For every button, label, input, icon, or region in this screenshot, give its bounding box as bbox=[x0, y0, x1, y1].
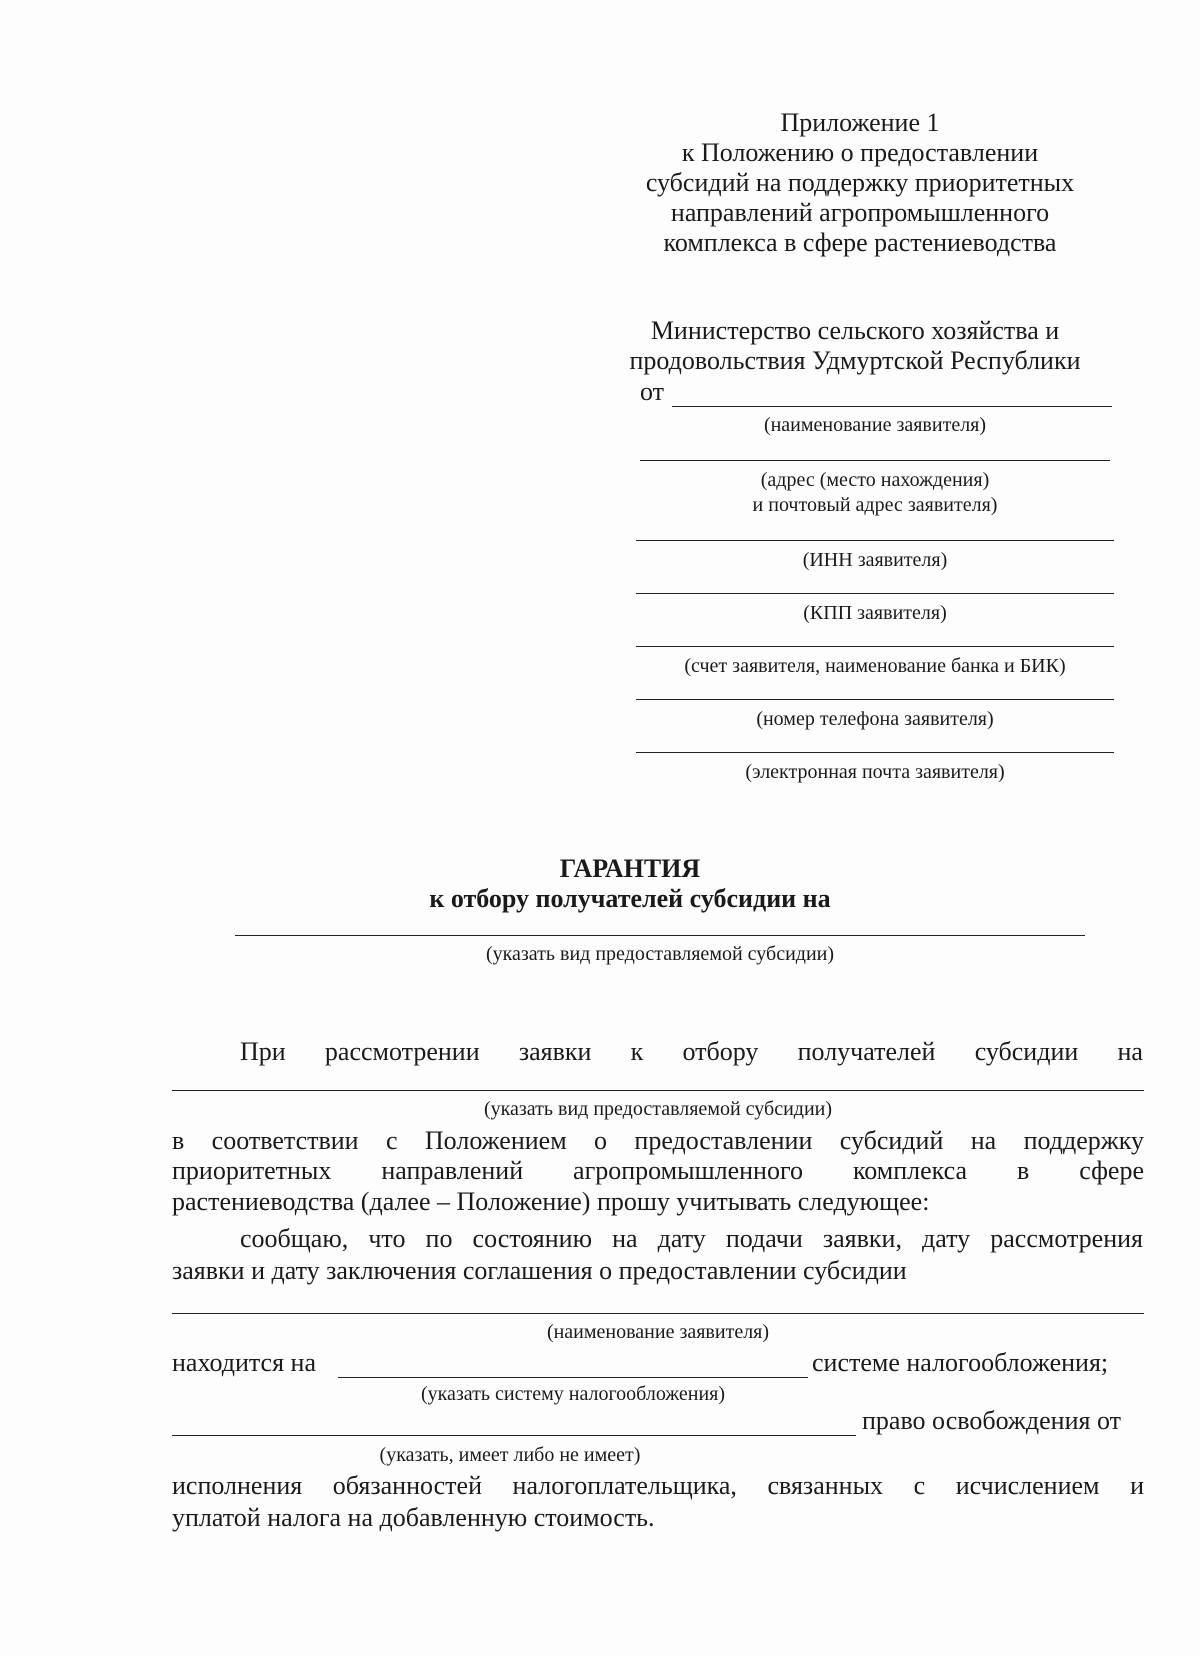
paragraph-line: растениеводства (далее – Положение) прошу учитывать следующее: bbox=[172, 1187, 930, 1216]
field-caption: (счет заявителя, наименование банка и БИК) bbox=[684, 655, 1066, 677]
kpp-line bbox=[636, 593, 1114, 594]
paragraph-intro bbox=[240, 1037, 1143, 1067]
field-caption: (указать систему налогообложения) bbox=[420, 1383, 726, 1405]
tax-system-line bbox=[338, 1377, 808, 1378]
paragraph-line: приоритетных направлений агропромышленного комплекса в сфере bbox=[172, 1156, 1144, 1185]
appendix-line: субсидий на поддержку приоритетных bbox=[645, 168, 1075, 197]
email-line bbox=[636, 752, 1114, 753]
located-on-text: находится на bbox=[172, 1348, 316, 1377]
addressee-line: продовольствия Удмуртской Республики bbox=[629, 346, 1081, 375]
word: субсидии bbox=[974, 1037, 1079, 1066]
appendix-line: к Положению о предоставлении bbox=[681, 138, 1039, 167]
phone-line bbox=[636, 699, 1114, 700]
word: на bbox=[1117, 1037, 1143, 1066]
field-caption: (ИНН заявителя) bbox=[802, 549, 948, 571]
paragraph-line: уплатой налога на добавленную стоимость. bbox=[172, 1503, 655, 1532]
exemption-line bbox=[172, 1435, 856, 1436]
paragraph-line: исполнения обязанностей налогоплательщика, связанных с исчислением и bbox=[172, 1471, 1144, 1500]
addressee-line: Министерство сельского хозяйства и bbox=[650, 316, 1060, 345]
word: рассмотрении bbox=[324, 1037, 480, 1066]
paragraph-line: заявки и дату заключения соглашения о предоставлении субсидии bbox=[172, 1256, 907, 1285]
document-subtitle: к отбору получателей субсидии на bbox=[429, 884, 831, 913]
address-line bbox=[640, 460, 1110, 461]
applicant-name-line bbox=[672, 406, 1112, 407]
field-caption: и почтовый адрес заявителя) bbox=[752, 494, 998, 516]
field-caption: (электронная почта заявителя) bbox=[745, 761, 1005, 783]
word: к bbox=[630, 1037, 644, 1066]
appendix-line: комплекса в сфере растениеводства bbox=[663, 228, 1057, 257]
field-caption: (адрес (место нахождения) bbox=[760, 469, 990, 491]
word: получателей bbox=[797, 1037, 936, 1066]
word: отбору bbox=[682, 1037, 759, 1066]
tax-system-text: системе налогообложения; bbox=[812, 1348, 1109, 1377]
applicant-name-line bbox=[172, 1313, 1144, 1314]
document-title: ГАРАНТИЯ bbox=[559, 854, 701, 883]
word: заявки bbox=[518, 1037, 592, 1066]
field-caption: (наименование заявителя) bbox=[546, 1321, 770, 1343]
inn-line bbox=[636, 540, 1114, 541]
appendix-line: направлений агропромышленного bbox=[670, 198, 1050, 227]
exemption-text: право освобождения от bbox=[862, 1406, 1121, 1435]
field-caption: (наименование заявителя) bbox=[763, 414, 987, 436]
from-label: от bbox=[640, 377, 665, 406]
subsidy-type-line bbox=[235, 935, 1085, 936]
appendix-title: Приложение 1 bbox=[780, 108, 940, 137]
paragraph-line: сообщаю, что по состоянию на дату подачи заявки, дату рассмотрения bbox=[240, 1224, 1143, 1253]
word: При bbox=[240, 1037, 286, 1066]
field-caption: (номер телефона заявителя) bbox=[756, 708, 994, 730]
subsidy-type-line bbox=[172, 1090, 1144, 1091]
bank-line bbox=[636, 646, 1114, 647]
field-caption: (указать вид предоставляемой субсидии) bbox=[483, 1098, 833, 1120]
field-caption: (указать вид предоставляемой субсидии) bbox=[485, 943, 835, 965]
paragraph-line: в соответствии с Положением о предоставлении субсидий на поддержку bbox=[172, 1126, 1144, 1155]
field-caption: (КПП заявителя) bbox=[803, 602, 947, 624]
field-caption: (указать, имеет либо не имеет) bbox=[379, 1444, 641, 1466]
